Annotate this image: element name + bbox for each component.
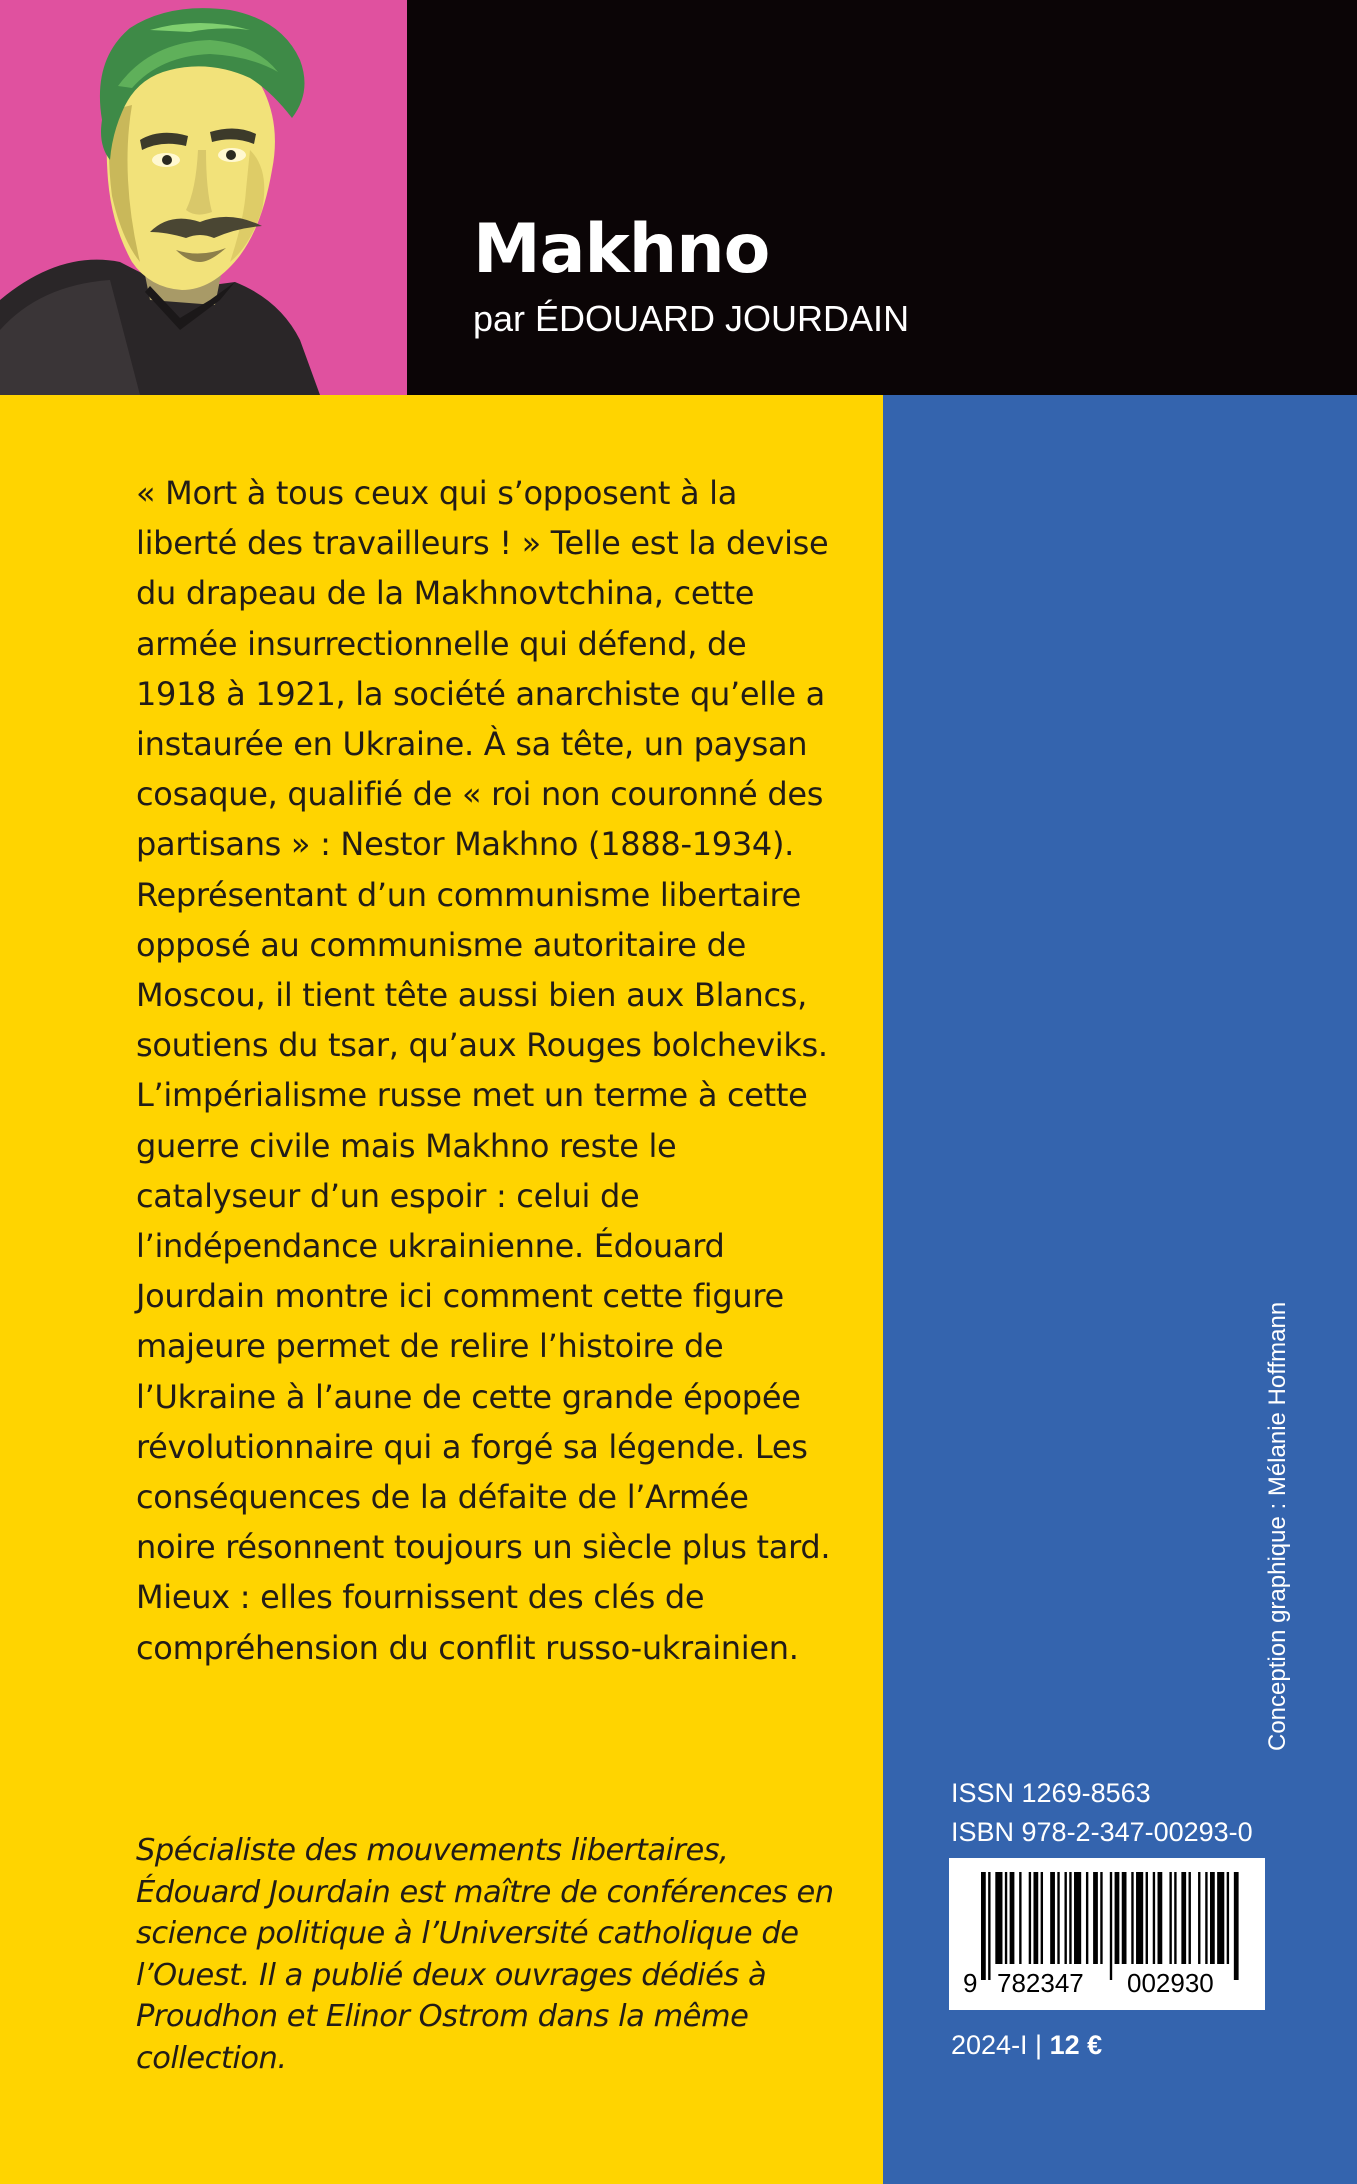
issn-number: ISSN 1269-8563 [951, 1778, 1151, 1808]
barcode-digits-left: 782347 [997, 1968, 1084, 1998]
barcode-icon [981, 1872, 1241, 1980]
edition-code: 2024-I | [951, 2030, 1050, 2060]
back-cover-blurb: « Mort à tous ceux qui s’opposent à la liberté des travailleurs ! » Telle est la devise du drapeau de la Makhnovtchina, cette armée insurrectionnelle qui défend, de 1918 à 1921, la société anarchiste qu’elle a instaurée en Ukraine. À sa tête, un paysan cosaque, qualifié de « roi non couronné des partisans » : Nestor Makhno (1888-1934). Représentant d’un communisme libertaire opposé au communisme autoritaire de Moscou, il tient tête aussi bien aux Blancs, soutiens du tsar, qu’aux Rouges bolcheviks. L’impérialisme russe met un terme à cette guerre civile mais Makhno reste le catalyseur d’un espoir : celui de l’indépendance ukrainienne. Édouard Jourdain montre ici comment cette figure majeure permet de relire l’histoire de l’Ukraine à l’aune de cette grande épopée révolutionnaire qui a forgé sa légende. Les conséquences de la défaite de l’Armée noire résonnent toujours un siècle plus tard. Mieux : elles fournissent des clés de compréhension du conflit russo-ukrainien. [136, 474, 831, 1667]
portrait-illustration [0, 0, 407, 395]
isbn-number: ISBN 978-2-347-00293-0 [951, 1817, 1253, 1847]
barcode [949, 1858, 1265, 2010]
price: 12 € [1049, 2030, 1103, 2060]
header-band [0, 0, 1357, 395]
book-title: Makhno [473, 210, 770, 289]
barcode-digits-right: 002930 [1127, 1968, 1214, 1998]
design-credit: Conception graphique : Mélanie Hoffmann [1264, 1301, 1291, 1751]
portrait-icon [0, 0, 407, 395]
author-bio: Spécialiste des mouvements libertaires, Édouard Jourdain est maître de conférences en science politique à l’Université catholique de l’Ouest. Il a publié deux ouvrages dédiés à Proudhon et Elinor Ostrom dans la même collection. [136, 1833, 834, 2076]
book-author: par ÉDOUARD JOURDAIN [473, 298, 910, 339]
edition-price [951, 2030, 1102, 2061]
barcode-digit-lead: 9 [963, 1968, 978, 1998]
